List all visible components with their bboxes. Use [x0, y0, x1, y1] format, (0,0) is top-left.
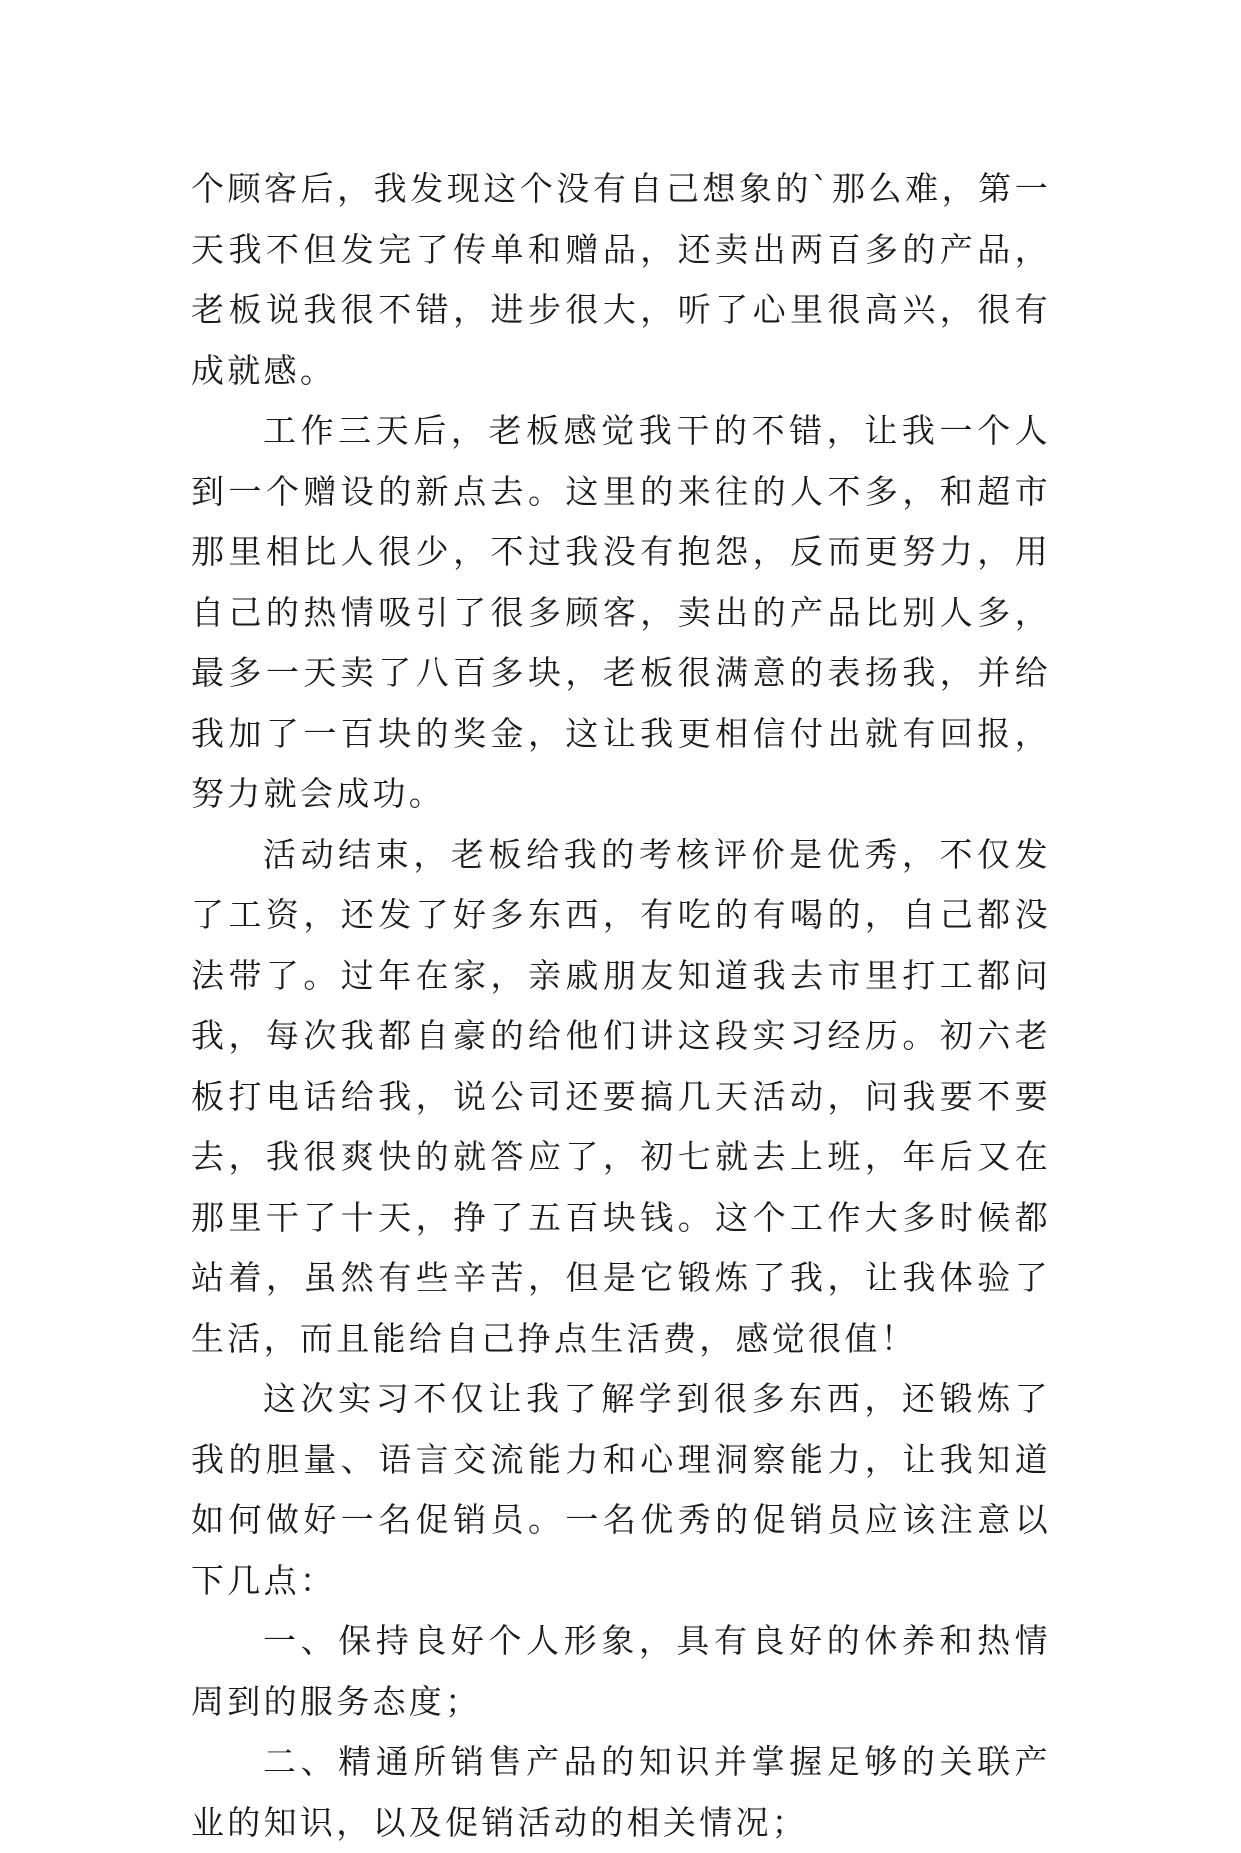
paragraph-5: 一、保持良好个人形象，具有良好的休养和热情周到的服务态度； — [191, 1621, 1051, 1721]
paragraph-6: 二、精通所销售产品的知识并掌握足够的关联产业的知识，以及促销活动的相关情况； — [191, 1742, 1051, 1842]
document-page — [191, 159, 1051, 1853]
paragraph-3: 活动结束，老板给我的考核评价是优秀，不仅发了工资，还发了好多东西，有吃的有喝的，自己都没法带了。过年在家，亲戚朋友知道我去市里打工都问我，每次我都自豪的给他们讲这段实习经历。初六老板打电话给我，说公司还要搞几天活动，问我要不要去，我很爽快的就答应了，初七就去上班，年后又在那里干了十天，挣了五百块钱。这个工作大多时候都站着，虽然有些辛苦，但是它锻炼了我，让我体验了生活，而且能给自己挣点生活费，感觉很值！ — [191, 834, 1051, 1358]
paragraph-2: 工作三天后，老板感觉我干的不错，让我一个人到一个赠设的新点去。这里的来往的人不多，和超市那里相比人很少，不过我没有抱怨，反而更努力，用自己的热情吸引了很多顾客，卖出的产品比别人多，最多一天卖了八百多块，老板很满意的表扬我，并给我加了一百块的奖金，这让我更相信付出就有回报，努力就会成功。 — [191, 411, 1051, 813]
paragraph-4: 这次实习不仅让我了解学到很多东西，还锻炼了我的胆量、语言交流能力和心理洞察能力，让我知道如何做好一名促销员。一名优秀的促销员应该注意以下几点： — [191, 1379, 1051, 1600]
paragraph-1: 个顾客后，我发现这个没有自己想象的`那么难，第一天我不但发完了传单和赠品，还卖出两百多的产品，老板说我很不错，进步很大，听了心里很高兴，很有成就感。 — [191, 169, 1051, 390]
